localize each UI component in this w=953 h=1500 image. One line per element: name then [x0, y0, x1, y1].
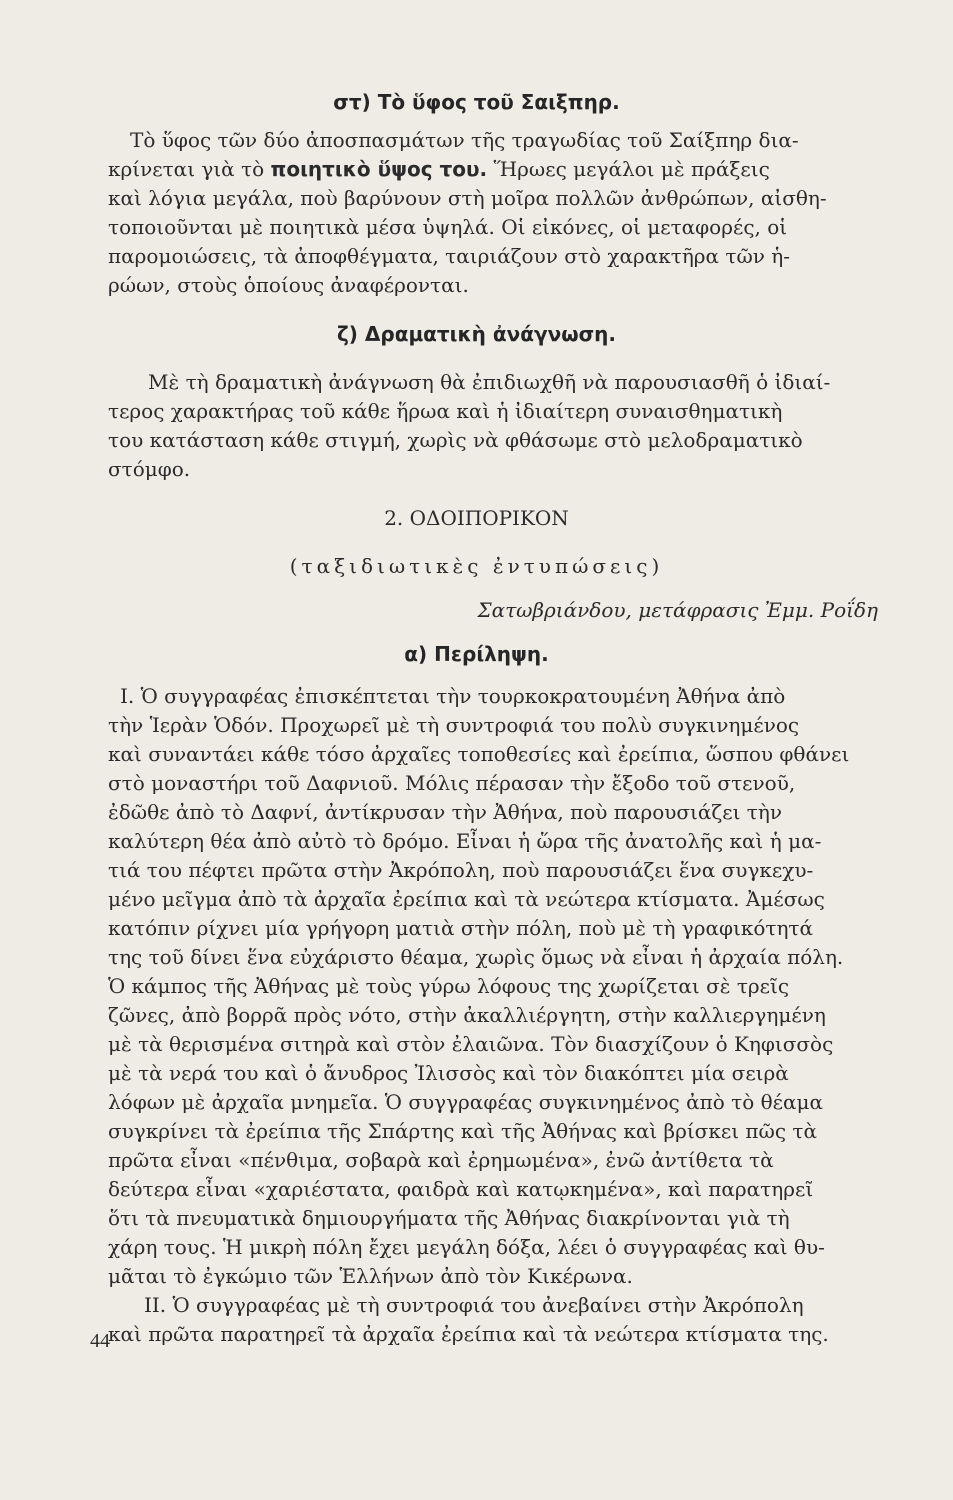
chapter-attribution: Σατωβριάνδου, μετάφρασις Ἐμμ. Ροΐδη [477, 598, 878, 622]
text-line: Μὲ τὴ δραματικὴ ἀνάγνωση θὰ ἐπιδιωχθῆ νὰ παρουσιασθῆ ὁ ἰδιαί- [148, 370, 831, 394]
text-line: καὶ πρῶτα παρατηρεῖ τὰ ἀρχαῖα ἐρείπια καὶ τὰ νεώτερα κτίσματα της. [108, 1322, 829, 1346]
paragraph-shakespeare-style [108, 126, 880, 300]
text-line: Ὁ κάμπος τῆς Ἀθήνας μὲ τοὺς γύρω λόφους της χωρίζεται σὲ τρεῖς [108, 974, 790, 998]
text-line: τερος χαρακτήρας τοῦ κάθε ἥρωα καὶ ἡ ἰδιαίτερη συναισθηματικὴ [108, 399, 783, 423]
text-line: λόφων μὲ ἀρχαῖα μνημεῖα. Ὁ συγγραφέας συγκινημένος ἀπὸ τὸ θέαμα [108, 1090, 824, 1114]
text-line: ἐδῶθε ἀπὸ τὸ Δαφνί, ἀντίκρυσαν τὴν Ἀθήνα, ποὺ παρουσιάζει τὴν [108, 800, 783, 824]
section-heading-shakespeare-style: στ) Τὸ ὕφος τοῦ Σαιξπηρ. [333, 90, 620, 114]
page-number: 44 [90, 1330, 110, 1352]
text-line: μᾶται τὸ ἐγκώμιο τῶν Ἑλλήνων ἀπὸ τὸν Κικέρωνα. [108, 1264, 633, 1288]
text-fragment: Ἥρωες μεγάλοι μὲ πράξεις [487, 157, 770, 181]
text-line: ὅτι τὰ πνευματικὰ δημιουργήματα τῆς Ἀθήνας διακρίνονται γιὰ τὴ [108, 1206, 790, 1230]
text-line: II. Ὁ συγγραφέας μὲ τὴ συντροφιά του ἀνεβαίνει στὴν Ἀκρόπολη [144, 1293, 804, 1317]
text-line: μὲ τὰ νερά του καὶ ὁ ἄνυδρος Ἰλισσὸς καὶ τὸν διακόπτει μία σειρὰ [108, 1061, 789, 1085]
text-line: παρομοιώσεις, τὰ ἀποφθέγματα, ταιριάζουν στὸ χαρακτῆρα τῶν ἡ- [108, 244, 791, 268]
chapter-subtitle: (ταξιδιωτικὲς ἐντυπώσεις) [289, 554, 664, 578]
text-line: Τὸ ὕφος τῶν δύο ἀποσπασμάτων τῆς τραγωδίας τοῦ Σαίξπηρ δια- [130, 128, 799, 152]
text-line: καὶ συναντάει κάθε τόσο ἀρχαῖες τοποθεσίες καὶ ἐρείπια, ὥσπου φθάνει [108, 742, 850, 766]
text-line: χάρη τους. Ἡ μικρὴ πόλη ἔχει μεγάλη δόξα, λέει ὁ συγγραφέας καὶ θυ- [108, 1235, 825, 1259]
text-line: ζῶνες, ἀπὸ βορρᾶ πρὸς νότο, στὴν ἀκαλλιέργητη, στὴν καλλιεργημένη [108, 1003, 826, 1027]
text-line: τιά του πέφτει πρῶτα στὴν Ἀκρόπολη, ποὺ παρουσιάζει ἕνα συγκεχυ- [108, 858, 814, 882]
text-line: της τοῦ δίνει ἕνα εὐχάριστο θέαμα, χωρὶς ὅμως νὰ εἶναι ἡ ἀρχαία πόλη. [108, 945, 844, 969]
text-line: συγκρίνει τὰ ἐρείπια τῆς Σπάρτης καὶ τῆς Ἀθήνας καὶ βρίσκει πῶς τὰ [108, 1119, 817, 1143]
text-line: πρῶτα εἶναι «πένθιμα, σοβαρὰ καὶ ἐρημωμένα», ἐνῶ ἀντίθετα τὰ [108, 1148, 774, 1172]
text-line: στὸ μοναστήρι τοῦ Δαφνιοῦ. Μόλις πέρασαν τὴν ἔξοδο τοῦ στενοῦ, [108, 771, 796, 795]
text-line: δεύτερα εἶναι «χαριέστατα, φαιδρὰ καὶ κατῳκημένα», καὶ παρατηρεῖ [108, 1177, 814, 1201]
text-line [108, 155, 880, 184]
paragraph-summary [108, 682, 880, 1349]
text-fragment: κρίνεται γιὰ τὸ [108, 157, 271, 181]
paragraph-dramatic-reading [108, 368, 880, 484]
text-line: μένο μεῖγμα ἀπὸ τὰ ἀρχαῖα ἐρείπια καὶ τὰ νεώτερα κτίσματα. Ἀμέσως [108, 887, 825, 911]
section-heading-summary: α) Περίληψη. [404, 642, 549, 666]
text-line: τοποιοῦνται μὲ ποιητικὰ μέσα ὑψηλά. Οἱ εἰκόνες, οἱ μεταφορές, οἱ [108, 215, 788, 239]
text-line: μὲ τὰ θερισμένα σιτηρὰ καὶ στὸν ἐλαιῶνα. Τὸν διασχίζουν ὁ Κηφισσὸς [108, 1032, 834, 1056]
chapter-title: 2. ΟΔΟΙΠΟΡΙΚΟΝ [384, 506, 569, 530]
bold-phrase: ποιητικὸ ὕψος του. [270, 157, 488, 181]
text-line: ρώων, στοὺς ὁποίους ἀναφέρονται. [108, 273, 469, 297]
section-heading-dramatic-reading: ζ) Δραματικὴ ἀνάγνωση. [336, 322, 617, 346]
text-line: I. Ὁ συγγραφέας ἐπισκέπτεται τὴν τουρκοκρατουμένη Ἀθήνα ἀπὸ [120, 684, 786, 708]
text-line: καλύτερη θέα ἀπὸ αὐτὸ τὸ δρόμο. Εἶναι ἡ ὥρα τῆς ἀνατολῆς καὶ ἡ μα- [108, 829, 822, 853]
text-line: καὶ λόγια μεγάλα, ποὺ βαρύνουν στὴ μοῖρα πολλῶν ἀνθρώπων, αἰσθη- [108, 186, 827, 210]
text-line: στόμφο. [108, 457, 191, 481]
text-line: του κατάσταση κάθε στιγμή, χωρὶς νὰ φθάσωμε στὸ μελοδραματικὸ [108, 428, 803, 452]
text-line: τὴν Ἱερὰν Ὁδόν. Προχωρεῖ μὲ τὴ συντροφιά του πολὺ συγκινημένος [108, 713, 800, 737]
text-line: κατόπιν ρίχνει μία γρήγορη ματιὰ στὴν πόλη, ποὺ μὲ τὴ γραφικότητά [108, 916, 813, 940]
